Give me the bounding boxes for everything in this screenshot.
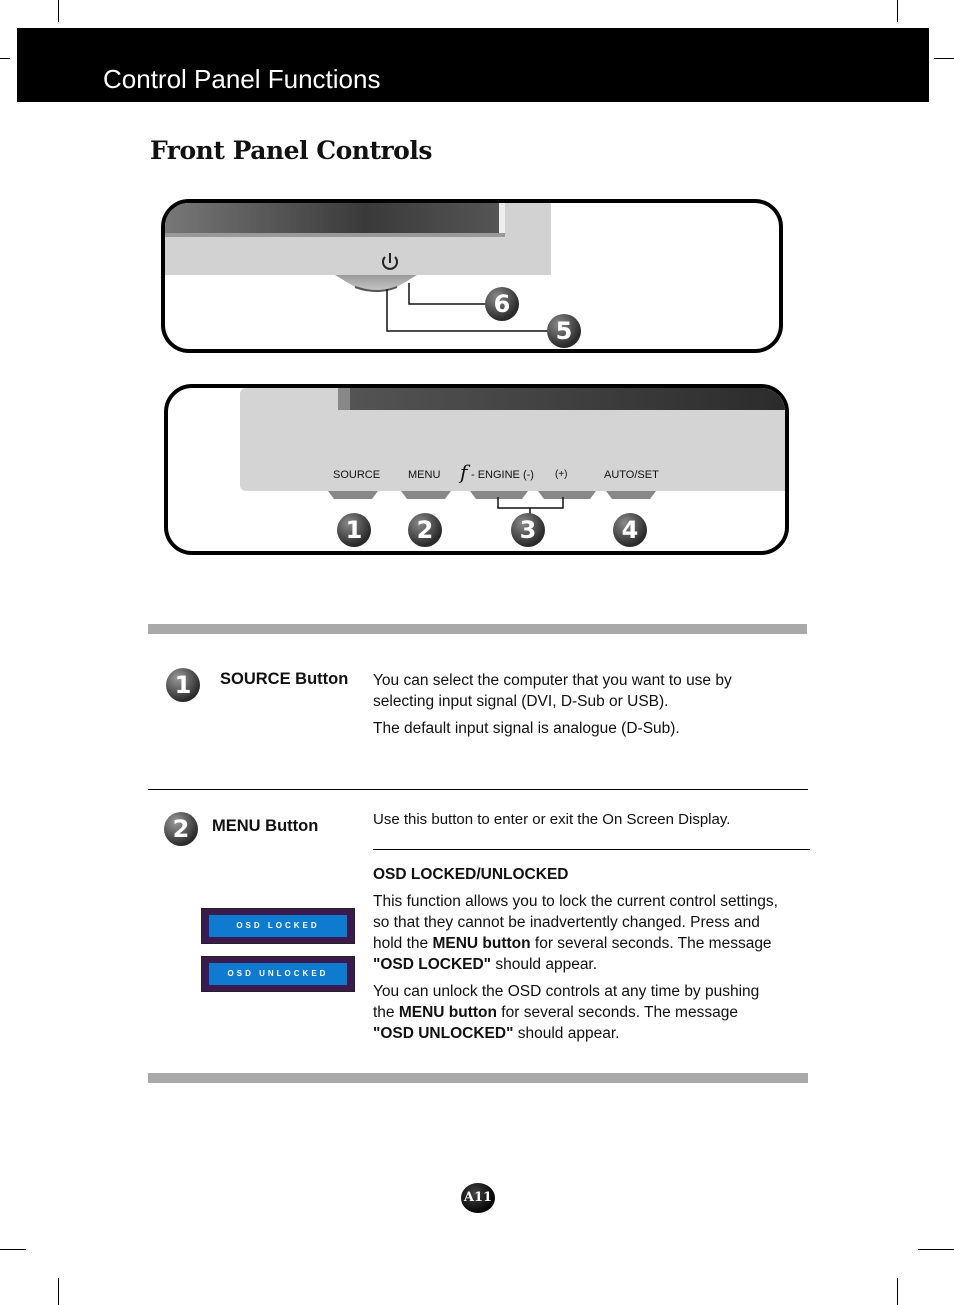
crop-mark [0, 58, 10, 59]
row-number-badge: 2 [164, 812, 198, 846]
osd-unlocked-text: OSD UNLOCKED [209, 963, 347, 985]
front-buttons-diagram [164, 384, 789, 555]
paragraph [373, 891, 783, 975]
menu-button-title: MENU Button [212, 817, 319, 835]
table-bottom-rule [148, 1073, 808, 1083]
osd-locked-message [201, 908, 355, 944]
crop-mark [58, 1278, 59, 1305]
row-number-badge: 1 [166, 668, 200, 702]
crop-mark [58, 0, 59, 22]
callout-badge-1: 1 [337, 513, 371, 547]
paragraph: The default input signal is analogue (D-Sub). [373, 720, 680, 737]
plus-button-label: (+) [555, 469, 568, 480]
callout-badge-4: 4 [613, 513, 647, 547]
osd-lock-subheading: OSD LOCKED/UNLOCKED [373, 866, 569, 883]
text-run: This function allows you to lock the current control settings, so that they cannot be inadvertently changed. Press and hold the [373, 893, 778, 952]
osd-lock-description [373, 891, 783, 1050]
sub-divider [373, 849, 810, 850]
crop-mark [0, 1249, 26, 1250]
autoset-button-label: AUTO/SET [604, 469, 659, 481]
bold-text: MENU button [432, 935, 531, 952]
page-header-title: Control Panel Functions [103, 64, 381, 94]
callout-badge-3: 3 [511, 513, 545, 547]
power-button-diagram [161, 199, 783, 353]
source-button-description [373, 670, 783, 745]
crop-mark [934, 58, 954, 59]
paragraph [373, 981, 783, 1044]
text-run: for several seconds. The message [530, 935, 772, 952]
crop-mark [918, 1249, 954, 1250]
section-title: Front Panel Controls [150, 136, 432, 165]
callout-badge-2: 2 [408, 513, 442, 547]
paragraph: You can select the computer that you want to use by selecting input signal (DVI, D-Sub or USB). [373, 672, 732, 710]
callout-badge-6: 6 [485, 287, 519, 321]
table-top-rule [148, 624, 807, 634]
bold-text: "OSD LOCKED" [373, 956, 492, 973]
engine-button-label: - ENGINE (-) [471, 469, 534, 481]
text-run: should appear. [513, 1025, 620, 1042]
source-button-label: SOURCE [333, 469, 381, 481]
callout-badge-5: 5 [547, 314, 581, 348]
source-button-title: SOURCE Button [220, 670, 349, 688]
text-run: for several seconds. The message [497, 1004, 738, 1021]
header-bar [17, 28, 929, 102]
bold-text: "OSD UNLOCKED" [373, 1025, 514, 1042]
text-run: You can unlock the OSD controls at any time by pushing the [373, 983, 760, 1021]
osd-unlocked-message [201, 956, 355, 992]
crop-mark [897, 1278, 898, 1305]
row-divider [148, 789, 808, 790]
menu-button-label: MENU [408, 469, 441, 481]
page-number: A11 [461, 1183, 495, 1213]
bold-text: MENU button [398, 1004, 497, 1021]
crop-mark [897, 0, 898, 22]
monitor-bezel-illustration [165, 203, 779, 349]
f-engine-logo: f [460, 460, 468, 484]
menu-button-intro: Use this button to enter or exit the On Screen Display. [373, 811, 731, 828]
osd-locked-text: OSD LOCKED [209, 915, 347, 937]
text-run: should appear. [491, 956, 598, 973]
